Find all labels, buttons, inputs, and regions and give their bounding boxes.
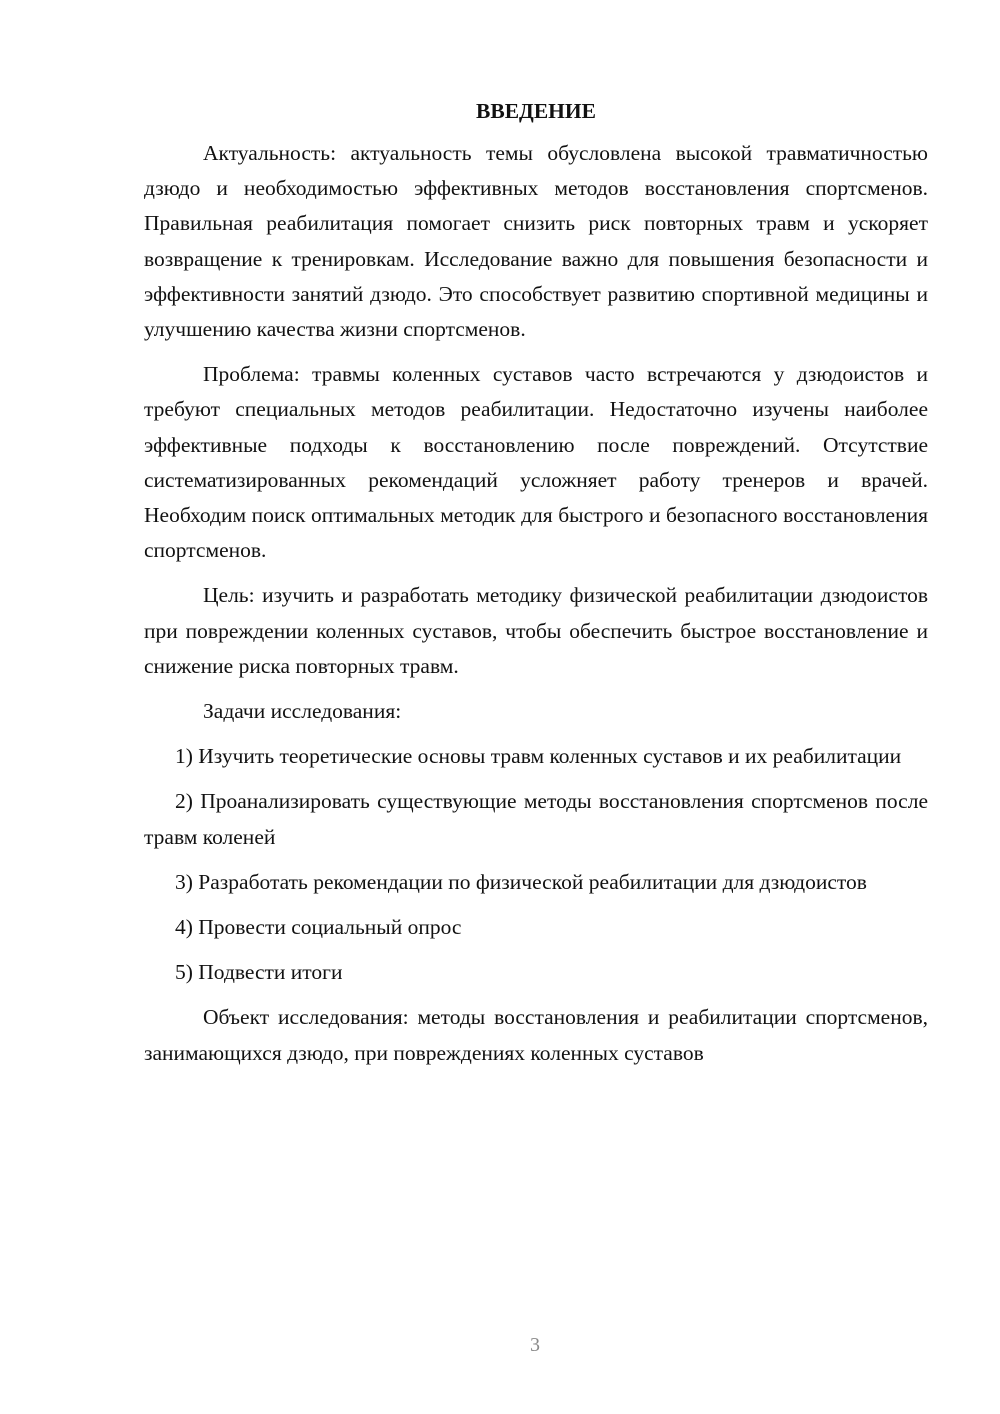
task-item-5: 5) Подвести итоги [175, 960, 343, 985]
page-number: 3 [530, 1334, 540, 1356]
goal-paragraph: Цель: изучить и разработать методику физической реабилитации дзюдоистов при повреждении коленных суставов, чтобы обеспечить быстрое восстановление и снижение риска повторных травм. [144, 583, 928, 678]
problem-paragraph: Проблема: травмы коленных суставов часто встречаются у дзюдоистов и требуют специальных методов реабилитации. Недостаточно изучены наиболее эффективные подходы к восстановлению после повреждений. Отсутствие систематизированных рекомендаций усложняет работу тренеров и врачей. Необходим поиск оптимальных методик для быстрого и безопасного восстановления спортсменов. [144, 362, 928, 563]
tasks-heading: Задачи исследования: [203, 699, 402, 724]
object-paragraph: Объект исследования: методы восстановления и реабилитации спортсменов, занимающихся дзюдо, при повреждениях коленных суставов [144, 1005, 928, 1065]
relevance-paragraph: Актуальность: актуальность темы обусловлена высокой травматичностью дзюдо и необходимостью эффективных методов восстановления спортсменов. Правильная реабилитация помогает снизить риск повторных травм и ускоряет возвращение к тренировкам. Исследование важно для повышения безопасности и эффективности занятий дзюдо. Это способствует развитию спортивной медицины и улучшению качества жизни спортсменов. [144, 141, 928, 342]
task-item-2: 2) Проанализировать существующие методы восстановления спортсменов после травм коленей [144, 789, 928, 849]
task-item-1: 1) Изучить теоретические основы травм коленных суставов и их реабилитации [175, 744, 902, 769]
page-content [144, 96, 928, 1081]
task-item-3: 3) Разработать рекомендации по физической реабилитации для дзюдоистов [175, 869, 867, 894]
page-title: ВВЕДЕНИЕ [476, 99, 596, 123]
task-item-4: 4) Провести социальный опрос [175, 915, 462, 940]
